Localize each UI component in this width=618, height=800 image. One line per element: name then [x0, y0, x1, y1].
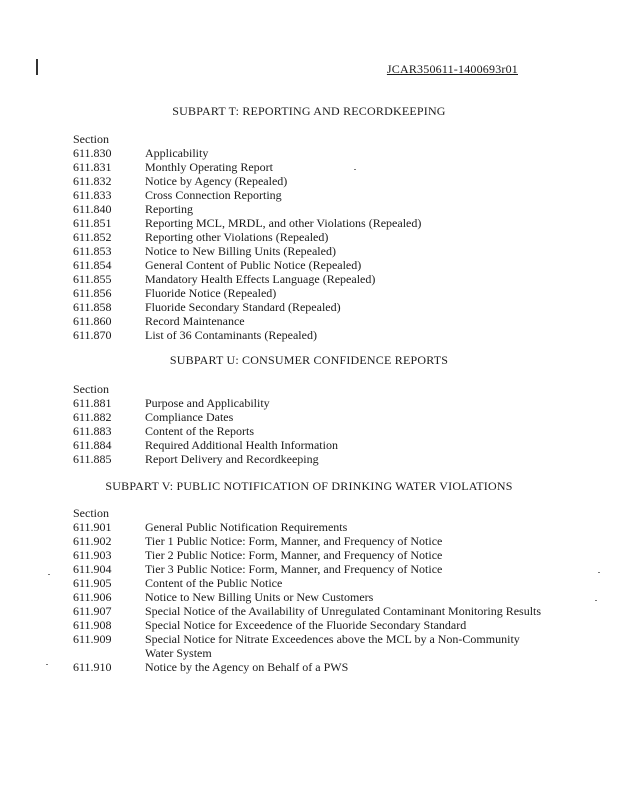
section-title: Special Notice for Exceedence of the Fluoride Secondary Standard	[145, 618, 467, 632]
toc-entry	[73, 632, 543, 660]
section-number: 611.855	[73, 272, 112, 286]
section-number: 611.906	[73, 590, 112, 604]
section-number: 611.909	[73, 632, 112, 646]
toc-entry	[73, 520, 543, 534]
section-title: Tier 1 Public Notice: Form, Manner, and Frequency of Notice	[145, 534, 443, 548]
section-title: Compliance Dates	[145, 410, 234, 424]
section-number: 611.881	[73, 396, 112, 410]
toc-entry	[73, 328, 543, 342]
section-title: Fluoride Secondary Standard (Repealed)	[145, 300, 341, 314]
toc-entry	[73, 534, 543, 548]
section-number: 611.910	[73, 660, 112, 674]
scan-speck	[48, 574, 50, 575]
section-number: 611.832	[73, 174, 112, 188]
toc-entry	[73, 562, 543, 576]
section-title: Tier 2 Public Notice: Form, Manner, and Frequency of Notice	[145, 548, 443, 562]
toc-entry	[73, 174, 543, 188]
section-title: Tier 3 Public Notice: Form, Manner, and Frequency of Notice	[145, 562, 443, 576]
section-number: 611.902	[73, 534, 112, 548]
section-number: 611.885	[73, 452, 112, 466]
section-title: Report Delivery and Recordkeeping	[145, 452, 319, 466]
scan-speck	[598, 572, 600, 573]
section-title: Special Notice of the Availability of Unregulated Contaminant Monitoring Results	[145, 604, 542, 618]
section-label: Section	[73, 132, 109, 146]
toc-entry	[73, 618, 543, 632]
subpart-v-list	[73, 520, 543, 674]
section-title: Monthly Operating Report	[145, 160, 273, 174]
toc-entry	[73, 160, 543, 174]
subpart-u-list	[73, 396, 543, 466]
toc-entry	[73, 244, 543, 258]
toc-entry	[73, 188, 543, 202]
section-title: List of 36 Contaminants (Repealed)	[145, 328, 317, 342]
section-label: Section	[73, 382, 109, 396]
section-title: Mandatory Health Effects Language (Repealed)	[145, 272, 376, 286]
section-number: 611.840	[73, 202, 112, 216]
section-number: 611.870	[73, 328, 112, 342]
section-title: Purpose and Applicability	[145, 396, 270, 410]
section-title: Notice to New Billing Units (Repealed)	[145, 244, 336, 258]
section-title: Required Additional Health Information	[145, 438, 338, 452]
section-label: Section	[73, 506, 109, 520]
toc-entry	[73, 590, 543, 604]
section-title: Reporting MCL, MRDL, and other Violations (Repealed)	[145, 216, 422, 230]
section-title: Fluoride Notice (Repealed)	[145, 286, 277, 300]
toc-entry	[73, 576, 543, 590]
section-number: 611.852	[73, 230, 112, 244]
section-number: 611.856	[73, 286, 112, 300]
section-number: 611.907	[73, 604, 112, 618]
section-title: Reporting	[145, 202, 193, 216]
section-title: Special Notice for Nitrate Exceedences above the MCL by a Non-Community Water System	[145, 632, 520, 660]
section-title: General Content of Public Notice (Repealed)	[145, 258, 362, 272]
scan-speck	[46, 664, 48, 665]
section-number: 611.851	[73, 216, 112, 230]
section-number: 611.904	[73, 562, 112, 576]
toc-entry	[73, 230, 543, 244]
subpart-t-heading: SUBPART T: REPORTING AND RECORDKEEPING	[172, 104, 446, 118]
section-title: Applicability	[145, 146, 209, 160]
toc-entry	[73, 300, 543, 314]
toc-entry	[73, 410, 543, 424]
section-title: Content of the Reports	[145, 424, 254, 438]
section-number: 611.883	[73, 424, 112, 438]
toc-entry	[73, 396, 543, 410]
section-number: 611.858	[73, 300, 112, 314]
toc-entry	[73, 258, 543, 272]
section-title: General Public Notification Requirements	[145, 520, 348, 534]
section-title: Record Maintenance	[145, 314, 245, 328]
section-title: Notice by Agency (Repealed)	[145, 174, 288, 188]
subpart-v-heading: SUBPART V: PUBLIC NOTIFICATION OF DRINKING WATER VIOLATIONS	[105, 479, 513, 493]
section-number: 611.833	[73, 188, 112, 202]
toc-entry	[73, 548, 543, 562]
scan-speck	[354, 169, 356, 170]
subpart-u-heading: SUBPART U: CONSUMER CONFIDENCE REPORTS	[169, 353, 449, 367]
section-title: Notice by the Agency on Behalf of a PWS	[145, 660, 349, 674]
section-number: 611.831	[73, 160, 112, 174]
toc-entry	[73, 216, 543, 230]
section-number: 611.908	[73, 618, 112, 632]
toc-entry	[73, 272, 543, 286]
section-title: Reporting other Violations (Repealed)	[145, 230, 329, 244]
margin-mark	[36, 59, 38, 75]
toc-entry	[73, 604, 543, 618]
section-number: 611.860	[73, 314, 112, 328]
toc-entry	[73, 452, 543, 466]
section-title: Content of the Public Notice	[145, 576, 283, 590]
section-number: 611.884	[73, 438, 112, 452]
section-number: 611.903	[73, 548, 112, 562]
toc-entry	[73, 286, 543, 300]
section-number: 611.830	[73, 146, 112, 160]
section-title: Cross Connection Reporting	[145, 188, 282, 202]
toc-entry	[73, 314, 543, 328]
section-number: 611.853	[73, 244, 112, 258]
section-title: Notice to New Billing Units or New Customers	[145, 590, 374, 604]
scan-speck	[595, 600, 597, 601]
section-number: 611.882	[73, 410, 112, 424]
section-number: 611.905	[73, 576, 112, 590]
document-id: JCAR350611-1400693r01	[386, 62, 518, 76]
toc-entry	[73, 424, 543, 438]
toc-entry	[73, 438, 543, 452]
section-number: 611.901	[73, 520, 112, 534]
toc-entry	[73, 202, 543, 216]
toc-entry	[73, 660, 543, 674]
section-number: 611.854	[73, 258, 112, 272]
toc-entry	[73, 146, 543, 160]
subpart-t-list	[73, 146, 543, 342]
